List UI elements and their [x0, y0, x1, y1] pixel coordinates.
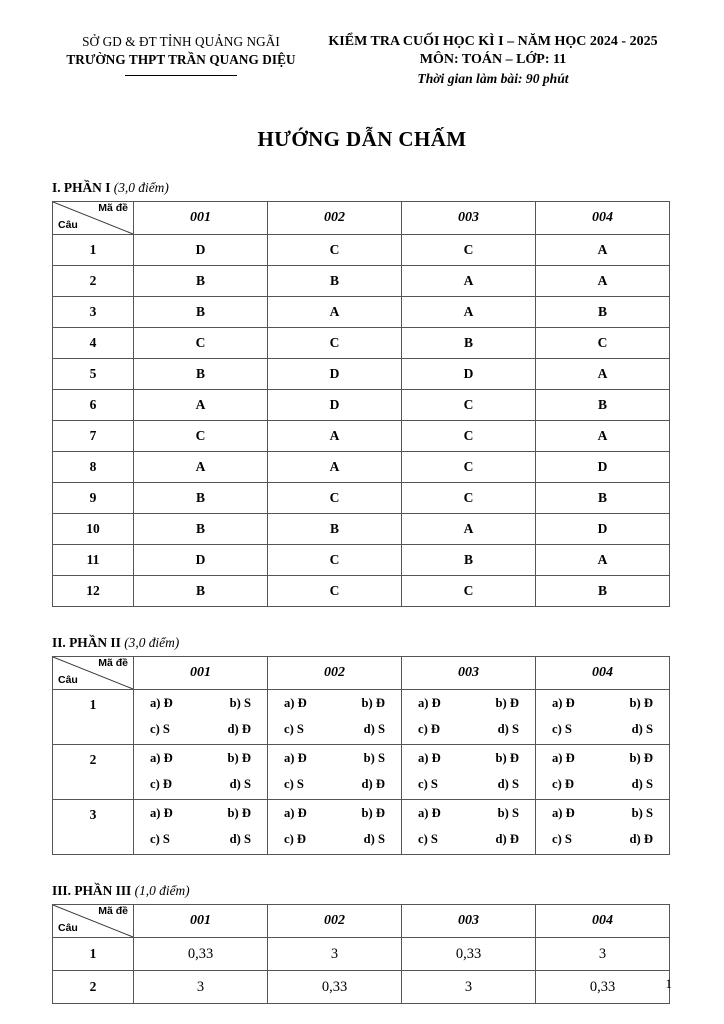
- subanswer-c: c) S: [552, 832, 572, 846]
- truefalse-grid: [412, 696, 525, 737]
- answer-cell-004: D: [536, 514, 670, 545]
- truefalse-cell-002: [268, 800, 402, 855]
- answer-cell-002: C: [268, 328, 402, 359]
- corner-label-exam-code: Mã đề: [98, 657, 128, 669]
- part3-points: (1,0 điểm): [134, 883, 190, 898]
- column-header-code-003: 003: [402, 202, 536, 235]
- subanswer-c: c) S: [552, 722, 572, 736]
- answer-cell-002: A: [268, 421, 402, 452]
- part3-label: III. PHẦN III: [52, 883, 132, 898]
- table-row: [53, 235, 670, 266]
- subanswer-c: c) Đ: [418, 722, 441, 736]
- corner-header-cell: [53, 905, 134, 938]
- answer-cell-004: C: [536, 328, 670, 359]
- truefalse-grid: [278, 696, 391, 737]
- school-block: [52, 34, 310, 76]
- part2-label: II. PHẦN II: [52, 635, 121, 650]
- subanswer-d: d) Đ: [227, 722, 251, 736]
- subanswer-d: d) S: [363, 832, 385, 846]
- subanswer-d: d) S: [363, 722, 385, 736]
- table-row: [53, 745, 670, 800]
- table-row: [53, 514, 670, 545]
- subanswer-c: c) Đ: [552, 777, 575, 791]
- table-row: [53, 266, 670, 297]
- subanswer-c: c) Đ: [284, 832, 307, 846]
- corner-label-question: Câu: [58, 219, 78, 232]
- column-header-code-001: 001: [134, 657, 268, 690]
- subanswer-a: a) Đ: [552, 806, 575, 820]
- subanswer-b: b) Đ: [495, 696, 519, 710]
- truefalse-grid: [412, 806, 525, 847]
- answer-cell-004: B: [536, 483, 670, 514]
- table-header-row: [53, 657, 670, 690]
- subanswer-b: b) Đ: [227, 751, 251, 765]
- exam-subject: MÔN: TOÁN – LỚP: 11: [419, 52, 567, 67]
- value-cell-004: 3: [536, 938, 670, 971]
- answer-cell-001: B: [134, 359, 268, 390]
- department-name: SỞ GD & ĐT TỈNH QUẢNG NGÃI: [82, 34, 280, 49]
- answer-cell-003: C: [402, 390, 536, 421]
- subanswer-c: c) S: [150, 832, 170, 846]
- answer-cell-001: B: [134, 266, 268, 297]
- question-number-cell: 1: [53, 235, 134, 266]
- answer-cell-004: B: [536, 297, 670, 328]
- subanswer-a: a) Đ: [284, 806, 307, 820]
- question-number-cell: 3: [53, 800, 134, 855]
- table-row: [53, 800, 670, 855]
- value-cell-003: 3: [402, 971, 536, 1004]
- answer-cell-001: C: [134, 421, 268, 452]
- page-number: 1: [665, 976, 672, 991]
- part2-points: (3,0 điểm): [124, 635, 180, 650]
- subanswer-c: c) S: [150, 722, 170, 736]
- question-number-cell: 2: [53, 266, 134, 297]
- answer-cell-003: B: [402, 545, 536, 576]
- question-number-cell: 1: [53, 690, 134, 745]
- truefalse-grid: [278, 751, 391, 792]
- question-number-cell: 7: [53, 421, 134, 452]
- answer-cell-001: B: [134, 483, 268, 514]
- subanswer-c: c) S: [418, 832, 438, 846]
- answer-cell-002: C: [268, 235, 402, 266]
- question-number-cell: 9: [53, 483, 134, 514]
- table-row: [53, 359, 670, 390]
- column-header-code-001: 001: [134, 905, 268, 938]
- subanswer-b: b) Đ: [629, 696, 653, 710]
- part3-answer-table: [52, 904, 670, 1004]
- subanswer-d: d) S: [631, 777, 653, 791]
- column-header-code-004: 004: [536, 905, 670, 938]
- truefalse-cell-001: [134, 800, 268, 855]
- truefalse-cell-003: [402, 690, 536, 745]
- subanswer-d: d) S: [497, 722, 519, 736]
- answer-cell-002: A: [268, 452, 402, 483]
- subanswer-b: b) S: [363, 751, 385, 765]
- answer-cell-004: A: [536, 421, 670, 452]
- truefalse-grid: [412, 751, 525, 792]
- exam-info-block: [310, 34, 672, 87]
- question-number-cell: 1: [53, 938, 134, 971]
- table-row: [53, 690, 670, 745]
- part1-label: I. PHẦN I: [52, 180, 111, 195]
- subanswer-b: b) S: [631, 806, 653, 820]
- answer-cell-004: A: [536, 266, 670, 297]
- answer-cell-001: B: [134, 297, 268, 328]
- part1-table-body: [53, 235, 670, 607]
- answer-cell-003: C: [402, 452, 536, 483]
- truefalse-cell-004: [536, 690, 670, 745]
- page-title: HƯỚNG DẪN CHẤM: [257, 127, 467, 151]
- column-header-code-004: 004: [536, 657, 670, 690]
- truefalse-grid: [546, 806, 659, 847]
- column-header-code-003: 003: [402, 905, 536, 938]
- header-divider-rule: [125, 75, 237, 76]
- answer-cell-003: A: [402, 514, 536, 545]
- subanswer-b: b) Đ: [361, 696, 385, 710]
- truefalse-cell-004: [536, 745, 670, 800]
- question-number-cell: 3: [53, 297, 134, 328]
- subanswer-a: a) Đ: [150, 696, 173, 710]
- truefalse-cell-003: [402, 745, 536, 800]
- truefalse-cell-003: [402, 800, 536, 855]
- subanswer-b: b) Đ: [629, 751, 653, 765]
- answer-cell-001: D: [134, 545, 268, 576]
- table-row: [53, 483, 670, 514]
- table-row: [53, 421, 670, 452]
- truefalse-grid: [144, 751, 257, 792]
- answer-cell-002: B: [268, 266, 402, 297]
- question-number-cell: 8: [53, 452, 134, 483]
- subanswer-a: a) Đ: [418, 806, 441, 820]
- subanswer-d: d) Đ: [361, 777, 385, 791]
- subanswer-d: d) S: [497, 777, 519, 791]
- subanswer-a: a) Đ: [150, 806, 173, 820]
- answer-cell-002: C: [268, 483, 402, 514]
- truefalse-grid: [278, 806, 391, 847]
- answer-cell-001: B: [134, 576, 268, 607]
- question-number-cell: 10: [53, 514, 134, 545]
- subanswer-d: d) Đ: [629, 832, 653, 846]
- truefalse-grid: [546, 696, 659, 737]
- answer-cell-001: A: [134, 452, 268, 483]
- exam-duration: Thời gian làm bài: 90 phút: [417, 71, 569, 86]
- subanswer-c: c) S: [284, 722, 304, 736]
- answer-cell-004: B: [536, 390, 670, 421]
- subanswer-a: a) Đ: [284, 696, 307, 710]
- answer-cell-001: B: [134, 514, 268, 545]
- subanswer-b: b) S: [229, 696, 251, 710]
- answer-cell-003: D: [402, 359, 536, 390]
- section-heading-part3: [52, 883, 672, 899]
- answer-cell-002: D: [268, 390, 402, 421]
- subanswer-c: c) S: [418, 777, 438, 791]
- column-header-code-004: 004: [536, 202, 670, 235]
- subanswer-c: c) S: [284, 777, 304, 791]
- column-header-code-001: 001: [134, 202, 268, 235]
- subanswer-a: a) Đ: [552, 751, 575, 765]
- subanswer-a: a) Đ: [418, 751, 441, 765]
- question-number-cell: 6: [53, 390, 134, 421]
- corner-label-exam-code: Mã đề: [98, 202, 128, 214]
- value-cell-002: 3: [268, 938, 402, 971]
- part3-table-body: [53, 938, 670, 1004]
- exam-title: KIỂM TRA CUỐI HỌC KÌ I – NĂM HỌC 2024 - 2025: [328, 34, 658, 49]
- subanswer-d: d) S: [229, 832, 251, 846]
- table-row: [53, 328, 670, 359]
- answer-cell-002: C: [268, 576, 402, 607]
- corner-header-cell: [53, 657, 134, 690]
- question-number-cell: 4: [53, 328, 134, 359]
- question-number-cell: 5: [53, 359, 134, 390]
- part1-answer-table: [52, 201, 670, 607]
- subanswer-d: d) S: [631, 722, 653, 736]
- column-header-code-002: 002: [268, 905, 402, 938]
- subanswer-b: b) S: [497, 806, 519, 820]
- answer-cell-004: B: [536, 576, 670, 607]
- subanswer-b: b) Đ: [361, 806, 385, 820]
- subanswer-b: b) Đ: [495, 751, 519, 765]
- value-cell-004: 0,33: [536, 971, 670, 1004]
- answer-cell-004: A: [536, 545, 670, 576]
- table-row: [53, 297, 670, 328]
- answer-cell-004: A: [536, 359, 670, 390]
- column-header-code-003: 003: [402, 657, 536, 690]
- subanswer-b: b) Đ: [227, 806, 251, 820]
- subanswer-a: a) Đ: [284, 751, 307, 765]
- subanswer-a: a) Đ: [552, 696, 575, 710]
- answer-cell-003: A: [402, 297, 536, 328]
- question-number-cell: 2: [53, 745, 134, 800]
- section-heading-part2: [52, 635, 672, 651]
- truefalse-cell-001: [134, 690, 268, 745]
- answer-cell-003: C: [402, 576, 536, 607]
- answer-cell-002: D: [268, 359, 402, 390]
- truefalse-cell-002: [268, 690, 402, 745]
- question-number-cell: 12: [53, 576, 134, 607]
- answer-cell-002: B: [268, 514, 402, 545]
- document-header: [52, 0, 672, 87]
- subanswer-d: d) Đ: [495, 832, 519, 846]
- subanswer-d: d) S: [229, 777, 251, 791]
- corner-label-question: Câu: [58, 922, 78, 935]
- answer-cell-001: C: [134, 328, 268, 359]
- corner-label-exam-code: Mã đề: [98, 905, 128, 917]
- truefalse-cell-002: [268, 745, 402, 800]
- table-row: [53, 545, 670, 576]
- answer-cell-001: D: [134, 235, 268, 266]
- truefalse-grid: [546, 751, 659, 792]
- value-cell-001: 0,33: [134, 938, 268, 971]
- part2-answer-table: [52, 656, 670, 855]
- subanswer-a: a) Đ: [418, 696, 441, 710]
- question-number-cell: 11: [53, 545, 134, 576]
- table-row: [53, 971, 670, 1004]
- section-heading-part1: [52, 180, 672, 196]
- corner-label-question: Câu: [58, 674, 78, 687]
- table-header-row: [53, 905, 670, 938]
- part2-table-body: [53, 690, 670, 855]
- table-row: [53, 390, 670, 421]
- value-cell-001: 3: [134, 971, 268, 1004]
- answer-cell-002: A: [268, 297, 402, 328]
- table-row: [53, 576, 670, 607]
- answer-cell-003: B: [402, 328, 536, 359]
- answer-cell-001: A: [134, 390, 268, 421]
- truefalse-cell-001: [134, 745, 268, 800]
- table-row: [53, 938, 670, 971]
- table-header-row: [53, 202, 670, 235]
- answer-cell-003: A: [402, 266, 536, 297]
- answer-cell-003: C: [402, 235, 536, 266]
- subanswer-a: a) Đ: [150, 751, 173, 765]
- question-number-cell: 2: [53, 971, 134, 1004]
- corner-header-cell: [53, 202, 134, 235]
- value-cell-002: 0,33: [268, 971, 402, 1004]
- truefalse-grid: [144, 696, 257, 737]
- truefalse-grid: [144, 806, 257, 847]
- school-name: TRƯỜNG THPT TRẦN QUANG DIỆU: [66, 52, 296, 67]
- table-row: [53, 452, 670, 483]
- answer-cell-003: C: [402, 421, 536, 452]
- answer-cell-002: C: [268, 545, 402, 576]
- value-cell-003: 0,33: [402, 938, 536, 971]
- truefalse-cell-004: [536, 800, 670, 855]
- subanswer-c: c) Đ: [150, 777, 173, 791]
- answer-cell-004: D: [536, 452, 670, 483]
- answer-cell-004: A: [536, 235, 670, 266]
- column-header-code-002: 002: [268, 202, 402, 235]
- part1-points: (3,0 điểm): [113, 180, 169, 195]
- answer-cell-003: C: [402, 483, 536, 514]
- column-header-code-002: 002: [268, 657, 402, 690]
